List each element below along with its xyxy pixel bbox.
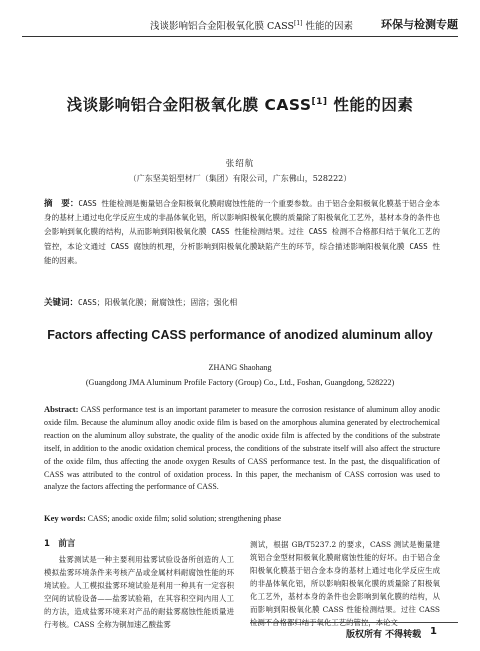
paper-title-cn-tail: 性能的因素 — [327, 96, 414, 114]
keywords-en-text: CASS; anodic oxide film; solid solution; strengthening phase — [85, 514, 282, 523]
paper-title-cn-citation: [1] — [311, 96, 328, 107]
affiliation-en: (Guangdong JMA Aluminum Profile Factory (Group) Co., Ltd., Foshan, Guangdong, 528222) — [85, 378, 395, 387]
copyright-notice: 版权所有 不得转载 — [346, 630, 422, 640]
running-title-text: 浅谈影响铝合金阳极氧化膜 CASS — [150, 21, 294, 32]
abstract-en — [44, 403, 440, 494]
running-title-tail: 性能的因素 — [302, 21, 354, 32]
keywords-en-label: Key words: — [44, 513, 86, 523]
author-cn: 张绍航 — [225, 159, 255, 169]
abstract-cn — [44, 197, 440, 268]
affiliation-cn: （广东坚美铝型材厂（集团）有限公司，广东佛山，528222） — [128, 174, 352, 183]
paper-title-cn — [0, 93, 480, 115]
keywords-cn-text: CASS；阳极氧化膜；耐腐蚀性；固溶；强化相 — [78, 298, 238, 307]
page-header — [0, 0, 480, 40]
running-title — [150, 18, 353, 32]
paper-title-en: Factors affecting CASS performance of anodized aluminum alloy — [47, 328, 433, 342]
footer-rule — [250, 622, 458, 623]
keywords-cn — [44, 296, 440, 308]
abstract-en-text: CASS performance test is an important parameter to measure the corrosion resistance of aluminum alloy anodic oxide film. Because the aluminum alloy anodic oxide film is based on the amorphous alumina generated by electrochemical reaction on the aluminum alloy substrate, the quality of the anodic oxide film is affected by the conditions of the substrate itself, in addition to the anodic oxidation chemical process, the conditions of the substrate itself will also affect the structure of the oxide film, thus affecting the anode oxygen Results of CASS performance test. In the past, the disqualification of CASS was attributed to the control of oxidation process. In this paper, the mechanism of CASS corrosion was used to analyze the factors affecting the performance of CASS. — [44, 405, 440, 492]
section-heading: 1 前言 — [44, 539, 76, 549]
body-paragraph-right: 测试，根据 GB/T5237.2 的要求，CASS 测试是衡量建筑铝合金型材阳极氧化膜耐腐蚀性能的好坏。由于铝合金阳极氧化膜基于铝合金本身的基材上通过电化学反应生成的非晶体氧化铝，所以影响阳极氧化膜的质量除了阳极氧化工艺外，基材本身的条件也会影响到氧化膜的结构，从而影响到阳极氧化膜 CASS 性能检测结果。过往 CASS 检测不合格都归结于氧化工艺的管控，本论文 — [250, 540, 440, 627]
paper-title-cn-main: 浅谈影响铝合金阳极氧化膜 CASS — [66, 96, 312, 114]
running-title-citation: [1] — [294, 19, 303, 27]
abstract-cn-label: 摘 要： — [44, 199, 79, 209]
body-column-right — [250, 538, 440, 629]
abstract-cn-text: CASS 性能检测是衡量铝合金阳极氧化膜耐腐蚀性能的一个重要参数。由于铝合金阳极氧化膜基于铝合金本身的基材上通过电化学反应生成的非晶体氧化铝，所以影响阳极氧化膜的质量除了阳极氧化工艺外，基材本身的条件也会影响到氧化膜的结构，从而影响到阳极氧化膜 CASS 性能检测结果。过往 CASS 检测不合格都归结于氧化工艺的管控，本论文通过 CASS 腐蚀的机理，分析影响到阳极氧化膜缺陷产生的环节，综合描述影响阳极氧化膜 CASS 性能的因素。 — [44, 199, 440, 265]
body-column-left — [44, 538, 234, 631]
keywords-en — [44, 513, 440, 523]
journal-section: 环保与检测专题 — [381, 18, 458, 31]
page-number: 1 — [430, 626, 437, 637]
header-rule — [22, 36, 458, 37]
abstract-en-label: Abstract: — [44, 404, 79, 414]
body-paragraph-left: 盐雾测试是一种主要利用盐雾试验设备所创造的人工模拟盐雾环境条件来考核产品或金属材料耐腐蚀性能的环境试验。人工模拟盐雾环境试验是利用一种具有一定容积空间的试验设备——盐雾试验箱，在其容积空间内用人工的方法，造成盐雾环境来对产品的耐盐雾腐蚀性能质量进行考核。CASS 全称为铜加速乙酸盐雾 — [44, 555, 234, 629]
author-en: ZHANG Shaohang — [208, 363, 272, 372]
keywords-cn-label: 关键词： — [44, 298, 79, 308]
